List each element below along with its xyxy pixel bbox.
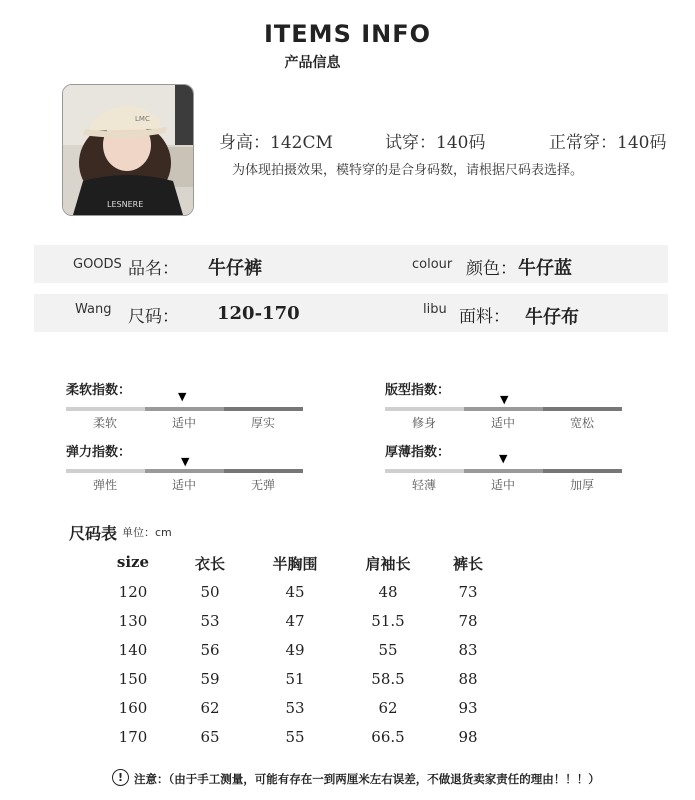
- notice-text: 注意：（由于手工测量，可能有存在一到两厘米左右误差，不做退货卖家责任的理由！！！）: [134, 772, 600, 786]
- stretch-bar-1: [66, 469, 145, 473]
- size-table-cell: 47: [285, 612, 305, 630]
- soft-bar-3: [224, 407, 303, 411]
- size-table-cell: 51.5: [371, 612, 405, 630]
- size-table-cell: 93: [458, 699, 478, 717]
- soft-option-2: 适中: [171, 416, 196, 430]
- size-table-cell: 56: [200, 641, 220, 659]
- model-normal-size: 正常穿：140码: [549, 133, 667, 153]
- size-table-header: 半胸围: [272, 555, 318, 573]
- stretch-option-2: 适中: [171, 478, 196, 492]
- size-table-header: 衣长: [194, 555, 225, 573]
- fit-option-3: 宽松: [569, 416, 594, 430]
- size-table-cell: 98: [458, 728, 478, 746]
- page-title: ITEMS INFO: [263, 20, 432, 48]
- size-table-cell: 51: [285, 670, 305, 688]
- size-table-cell: 65: [200, 728, 220, 746]
- stretch-bar-3: [224, 469, 303, 473]
- fabric-label-cn: 面料：: [459, 307, 510, 327]
- goods-value: 牛仔裤: [208, 258, 262, 279]
- svg-text:LESNERE: LESNERE: [107, 200, 144, 209]
- goods-label-en: GOODS: [73, 257, 122, 272]
- size-table-cell: 55: [285, 728, 305, 746]
- fabric-value: 牛仔布: [525, 307, 579, 328]
- size-table-cell: 50: [200, 583, 220, 601]
- size-table-cell: 83: [458, 641, 478, 659]
- size-table-cell: 62: [378, 699, 398, 717]
- size-table-cell: 53: [285, 699, 305, 717]
- size-table-header: 肩袖长: [365, 555, 411, 573]
- size-chart-unit: 单位：cm: [122, 526, 172, 539]
- fit-index-marker: ▼: [500, 393, 509, 406]
- thickness-option-1: 轻薄: [411, 478, 436, 492]
- page-subtitle: 产品信息: [284, 55, 341, 71]
- model-height: 身高：142CM: [219, 133, 333, 153]
- stretch-option-1: 弹性: [92, 478, 117, 492]
- thickness-option-3: 加厚: [569, 478, 594, 492]
- fit-option-1: 修身: [411, 416, 436, 430]
- size-table-cell: 48: [378, 583, 398, 601]
- stretch-option-3: 无弹: [250, 478, 275, 492]
- size-label-en: Wang: [75, 302, 112, 317]
- thickness-bar-2: [464, 469, 543, 473]
- colour-value: 牛仔蓝: [518, 258, 572, 279]
- colour-label-en: colour: [412, 257, 453, 272]
- size-table-cell: 78: [458, 612, 478, 630]
- stretch-index-marker: ▼: [181, 455, 190, 468]
- stretch-bar-2: [145, 469, 224, 473]
- stretch-index-title: 弹力指数：: [66, 445, 132, 460]
- size-table-cell: 53: [200, 612, 220, 630]
- fit-bar-2: [464, 407, 543, 411]
- soft-index-marker: ▼: [178, 390, 187, 403]
- soft-option-1: 柔软: [92, 416, 117, 430]
- size-table-cell: 160: [118, 699, 148, 717]
- model-tried-size: 试穿：140码: [385, 133, 486, 153]
- colour-label-cn: 颜色：: [466, 259, 517, 279]
- fit-bar-3: [543, 407, 622, 411]
- size-table-cell: 55: [378, 641, 398, 659]
- size-table-cell: 66.5: [371, 728, 405, 746]
- size-table-cell: 73: [458, 583, 478, 601]
- model-photo: [62, 84, 194, 216]
- soft-option-3: 厚实: [250, 416, 275, 430]
- model-note: 为体现拍摄效果，模特穿的是合身码数，请根据尺码表选择。: [232, 163, 584, 178]
- size-table-cell: 62: [200, 699, 220, 717]
- fit-bar-1: [385, 407, 464, 411]
- svg-text:LMC: LMC: [135, 115, 150, 123]
- fit-option-2: 适中: [490, 416, 515, 430]
- size-table-cell: 170: [118, 728, 148, 746]
- size-label-cn: 尺码：: [128, 307, 179, 327]
- fit-index-title: 版型指数：: [385, 383, 451, 398]
- thickness-index-marker: ▼: [499, 452, 508, 465]
- size-table-cell: 88: [458, 670, 478, 688]
- warning-icon: !: [112, 769, 129, 786]
- thickness-index-title: 厚薄指数：: [385, 445, 451, 460]
- thickness-bar-3: [543, 469, 622, 473]
- soft-bar-1: [66, 407, 145, 411]
- size-table-header: size: [116, 553, 150, 571]
- thickness-option-2: 适中: [490, 478, 515, 492]
- thickness-bar-1: [385, 469, 464, 473]
- size-chart-title: 尺码表: [69, 524, 118, 543]
- fabric-label-en: libu: [423, 302, 447, 317]
- size-table-cell: 49: [285, 641, 305, 659]
- size-table-header: 裤长: [452, 555, 483, 573]
- size-table-cell: 130: [118, 612, 148, 630]
- model-photo-image: [63, 85, 193, 215]
- soft-bar-2: [145, 407, 224, 411]
- soft-index-title: 柔软指数：: [66, 383, 132, 398]
- size-range-value: 120-170: [217, 303, 300, 324]
- goods-label-cn: 品名：: [128, 259, 179, 279]
- size-table-cell: 59: [200, 670, 220, 688]
- size-table-cell: 150: [118, 670, 148, 688]
- size-table-cell: 120: [118, 583, 148, 601]
- size-table-cell: 58.5: [371, 670, 405, 688]
- size-table-cell: 140: [118, 641, 148, 659]
- size-table-cell: 45: [285, 583, 305, 601]
